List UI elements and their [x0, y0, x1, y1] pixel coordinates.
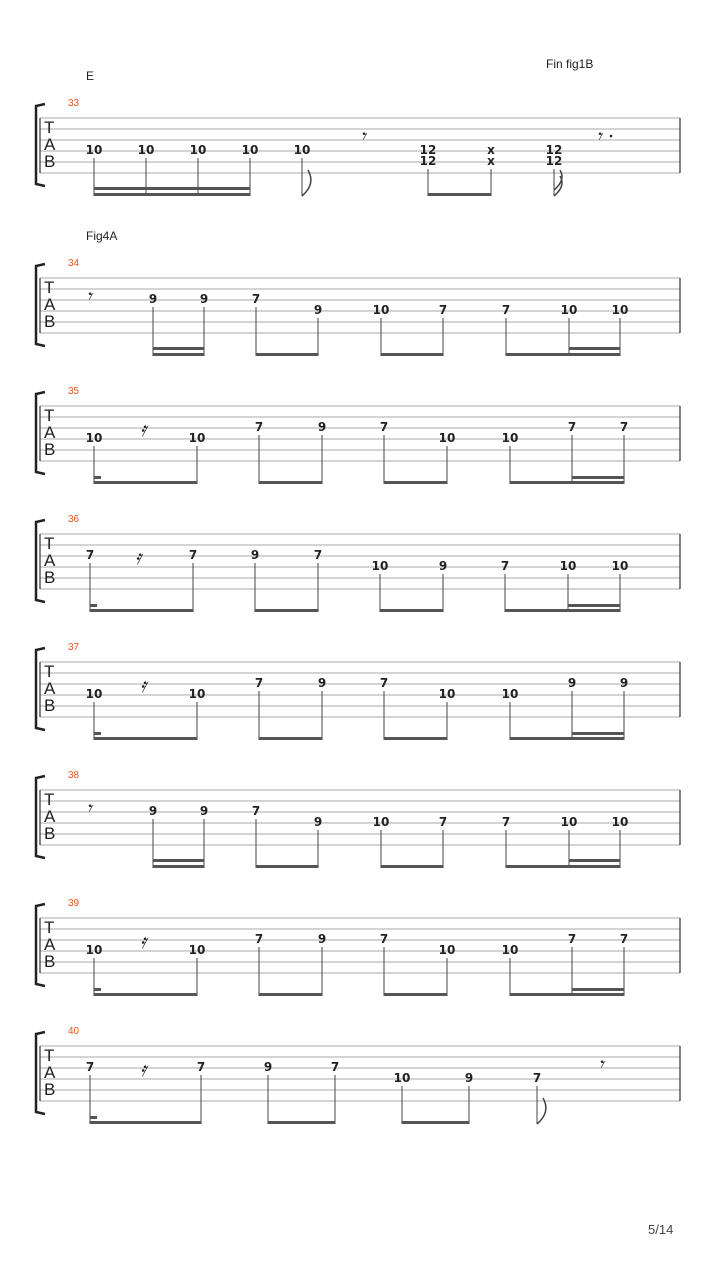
tab-system	[36, 258, 680, 356]
fret-number: 10	[611, 815, 629, 829]
fret-number: 7	[188, 548, 198, 562]
measure-number: 36	[68, 514, 80, 525]
fret-number: 10	[501, 943, 519, 957]
fret-number: 12	[545, 143, 563, 157]
rest-symbol: 𝄿	[140, 929, 147, 953]
fret-number: 12	[419, 154, 437, 168]
fret-number: 7	[379, 932, 389, 946]
rest-symbol: 𝄿	[140, 417, 147, 441]
fret-number: 9	[148, 292, 158, 306]
tab-letter: A	[44, 1063, 56, 1082]
fret-number: 7	[196, 1060, 206, 1074]
tab-letter: T	[44, 1046, 55, 1065]
fret-number: 7	[379, 420, 389, 434]
fret-number: 10	[188, 943, 206, 957]
page-number: 5/14	[648, 1222, 674, 1237]
fret-number: 10	[189, 143, 207, 157]
fret-number: 7	[254, 676, 264, 690]
fret-number: 7	[619, 420, 629, 434]
fret-number: 9	[317, 420, 327, 434]
fin-fig-label: Fin fig1B	[546, 57, 594, 71]
fret-number: 12	[419, 143, 437, 157]
fret-number: 7	[501, 303, 511, 317]
tab-letter: B	[44, 568, 56, 587]
fret-number: 9	[250, 548, 260, 562]
fret-number: 10	[371, 559, 389, 573]
tab-system	[36, 386, 680, 484]
fret-number: 7	[567, 932, 577, 946]
fret-number: 9	[313, 303, 323, 317]
section-label-e: E	[86, 69, 95, 83]
tab-letter: B	[44, 152, 56, 171]
fret-number: 10	[372, 815, 390, 829]
tab-system	[36, 898, 680, 996]
fret-number: 9	[148, 804, 158, 818]
tab-letter: T	[44, 790, 55, 809]
tab-letter: T	[44, 662, 55, 681]
measure-number: 37	[68, 642, 80, 653]
tab-system	[36, 514, 680, 612]
fret-number: 10	[438, 687, 456, 701]
tab-letter: A	[44, 807, 56, 826]
fig4a-label: Fig4A	[86, 229, 118, 243]
fret-number: 7	[313, 548, 323, 562]
fret-number: 7	[619, 932, 629, 946]
tab-letter: B	[44, 824, 56, 843]
tab-letter: B	[44, 312, 56, 331]
fret-number: 10	[85, 687, 103, 701]
tab-letter: A	[44, 551, 56, 570]
fret-number: 7	[85, 548, 95, 562]
fret-number: 10	[372, 303, 390, 317]
tab-system	[36, 1026, 680, 1124]
tab-letter: A	[44, 295, 56, 314]
fret-number: 10	[501, 431, 519, 445]
measure-number: 39	[68, 898, 80, 909]
measure-number: 40	[68, 1026, 80, 1037]
fret-number: 7	[254, 420, 264, 434]
fret-number: 7	[532, 1071, 542, 1085]
fret-number: 10	[611, 559, 629, 573]
fret-number: 10	[501, 687, 519, 701]
fret-number: 7	[379, 676, 389, 690]
fret-number: 9	[313, 815, 323, 829]
tab-system	[36, 98, 680, 196]
rest-symbol: 𝄿	[140, 673, 147, 697]
fret-number: 10	[438, 943, 456, 957]
fret-number: 10	[438, 431, 456, 445]
tab-letter: A	[44, 935, 56, 954]
tab-system	[36, 642, 680, 740]
fret-number: 9	[199, 804, 209, 818]
fret-number: 10	[85, 431, 103, 445]
fret-number: 9	[567, 676, 577, 690]
fret-number: 9	[317, 932, 327, 946]
rest-symbol: 𝄾	[86, 284, 92, 308]
tab-letter: A	[44, 679, 56, 698]
fret-number: 10	[241, 143, 259, 157]
fret-number: 7	[251, 804, 261, 818]
rest-symbol: 𝄾	[598, 1052, 604, 1076]
tab-letter: B	[44, 696, 56, 715]
tab-letter: A	[44, 423, 56, 442]
tab-letter: B	[44, 952, 56, 971]
fret-number: 7	[567, 420, 577, 434]
tab-letter: T	[44, 278, 55, 297]
fret-number: 7	[438, 303, 448, 317]
measure-number: 38	[68, 770, 80, 781]
tab-letter: B	[44, 440, 56, 459]
fret-number: 7	[501, 815, 511, 829]
fret-number: 7	[251, 292, 261, 306]
rest-symbol: 𝄿	[135, 545, 142, 569]
fret-number: 7	[85, 1060, 95, 1074]
fret-number: 7	[254, 932, 264, 946]
tab-system	[36, 770, 680, 868]
fret-number: 10	[293, 143, 311, 157]
measure-number: 35	[68, 386, 80, 397]
dead-note: x	[487, 143, 495, 157]
fret-number: 10	[560, 303, 578, 317]
fret-number: 10	[85, 143, 103, 157]
tab-letter: A	[44, 135, 56, 154]
tab-letter: B	[44, 1080, 56, 1099]
fret-number: 10	[85, 943, 103, 957]
fret-number: 10	[188, 687, 206, 701]
measure-number: 33	[68, 98, 80, 109]
fret-number: 9	[464, 1071, 474, 1085]
fret-number: 12	[545, 154, 563, 168]
dead-note: x	[487, 154, 495, 168]
fret-number: 10	[559, 559, 577, 573]
fret-number: 10	[137, 143, 155, 157]
fret-number: 7	[500, 559, 510, 573]
fret-number: 10	[611, 303, 629, 317]
fret-number: 10	[393, 1071, 411, 1085]
measure-number: 34	[68, 258, 80, 269]
fret-number: 10	[560, 815, 578, 829]
rest-symbol: 𝄾	[360, 124, 366, 148]
fret-number: 9	[317, 676, 327, 690]
tab-letter: T	[44, 118, 55, 137]
rest-symbol: 𝄿	[140, 1057, 147, 1081]
fret-number: 9	[263, 1060, 273, 1074]
fret-number: 7	[330, 1060, 340, 1074]
tab-letter: T	[44, 534, 55, 553]
fret-number: 9	[438, 559, 448, 573]
fret-number: 9	[199, 292, 209, 306]
fret-number: 10	[188, 431, 206, 445]
fret-number: 7	[438, 815, 448, 829]
tab-letter: T	[44, 918, 55, 937]
rest-symbol: 𝄾	[86, 796, 92, 820]
tab-letter: T	[44, 406, 55, 425]
fret-number: 9	[619, 676, 629, 690]
rest-symbol: 𝄾	[596, 124, 602, 148]
